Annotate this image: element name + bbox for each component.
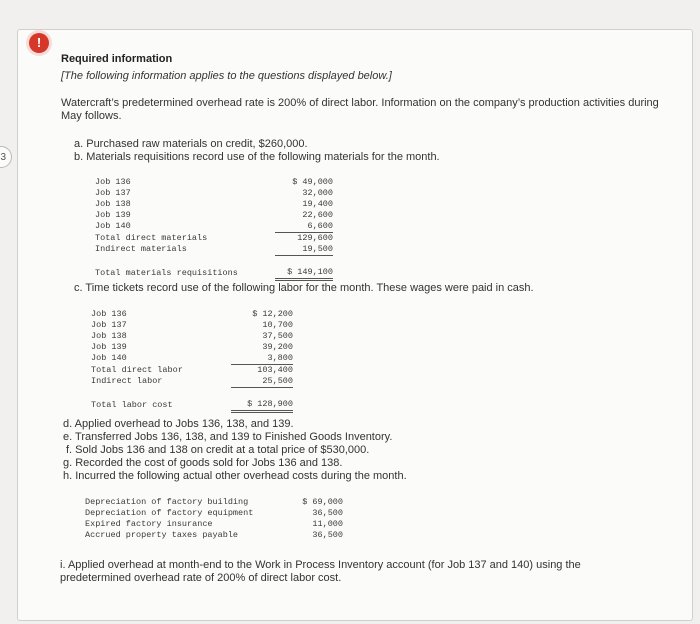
row-label: Accrued property taxes payable <box>85 530 239 540</box>
row-value: 39,200 <box>262 342 293 352</box>
row-value: 32,000 <box>302 188 333 198</box>
row-label: Total direct labor <box>91 364 183 375</box>
item-h: h. Incurred the following actual other overhead costs during the month. <box>63 470 407 482</box>
table-row <box>85 508 343 519</box>
materials-table <box>95 177 333 281</box>
row-label: Job 138 <box>91 331 127 341</box>
table-row <box>91 309 293 320</box>
table-row <box>91 331 293 342</box>
row-value: 19,400 <box>302 199 333 209</box>
item-f: f. Sold Jobs 136 and 138 on credit at a total price of $530,000. <box>66 444 370 456</box>
row-label: Indirect labor <box>91 376 163 387</box>
intro-paragraph: Watercraft’s predetermined overhead rate is 200% of direct labor. Information on the company’s production activities during May follows. <box>61 97 659 122</box>
overhead-table <box>85 497 343 541</box>
table-row <box>91 353 293 365</box>
item-c: c. Time tickets record use of the following labor for the month. These wages were paid in cash. <box>74 282 534 294</box>
table-row <box>91 365 293 377</box>
row-label: Job 139 <box>91 342 127 352</box>
item-b: b. Materials requisitions record use of the following materials for the month. <box>74 151 440 163</box>
table-row <box>85 530 343 541</box>
row-label: Expired factory insurance <box>85 519 213 529</box>
row-value: 19,500 <box>275 244 333 256</box>
row-value: 6,600 <box>275 221 333 233</box>
row-label: Job 140 <box>91 353 127 364</box>
table-row <box>91 399 293 412</box>
row-label: Job 138 <box>95 199 131 209</box>
row-label: Depreciation of factory equipment <box>85 508 254 518</box>
row-value: $ 149,100 <box>275 267 333 280</box>
item-e: e. Transferred Jobs 136, 138, and 139 to Finished Goods Inventory. <box>63 431 393 443</box>
row-value: $ 128,900 <box>231 399 293 412</box>
row-value: 36,500 <box>312 530 343 540</box>
row-value: 25,500 <box>231 376 293 388</box>
item-a: a. Purchased raw materials on credit, $260,000. <box>74 138 308 150</box>
row-value: 22,600 <box>302 210 333 220</box>
table-row <box>91 376 293 388</box>
row-label: Job 137 <box>91 320 127 330</box>
info-note: [The following information applies to the questions displayed below.] <box>61 70 392 82</box>
row-value: $ 49,000 <box>292 177 333 187</box>
table-row <box>95 199 333 210</box>
table-row <box>95 210 333 221</box>
table-row <box>91 342 293 353</box>
row-label: Indirect materials <box>95 244 187 255</box>
row-label: Job 140 <box>95 221 131 232</box>
row-label: Job 136 <box>95 177 131 187</box>
alert-icon: ! <box>29 33 49 53</box>
table-row <box>95 177 333 188</box>
item-g: g. Recorded the cost of goods sold for Jobs 136 and 138. <box>63 457 343 469</box>
row-label: Total labor cost <box>91 399 173 410</box>
row-value: 3,800 <box>231 353 293 365</box>
row-value: 37,500 <box>262 331 293 341</box>
row-value: 36,500 <box>312 508 343 518</box>
side-tab-label: 3 <box>0 152 6 163</box>
row-label: Job 136 <box>91 309 127 319</box>
item-d: d. Applied overhead to Jobs 136, 138, and 139. <box>63 418 294 430</box>
row-value: 10,700 <box>262 320 293 330</box>
table-row <box>85 497 343 508</box>
row-value: $ 69,000 <box>302 497 343 507</box>
row-label: Depreciation of factory building <box>85 497 249 507</box>
row-label: Total materials requisitions <box>95 267 238 278</box>
row-label: Job 139 <box>95 210 131 220</box>
side-tab[interactable] <box>0 146 12 168</box>
row-label: Job 137 <box>95 188 131 198</box>
labor-table <box>91 309 293 413</box>
page-title: Required information <box>61 53 173 65</box>
table-row <box>95 267 333 280</box>
table-row <box>95 233 333 245</box>
table-row <box>95 221 333 233</box>
row-value: $ 12,200 <box>252 309 293 319</box>
table-row <box>95 188 333 199</box>
item-i: i. Applied overhead at month-end to the Work in Process Inventory account (for Job 137 and 140) using the predetermined overhead rate of 200% of direct labor cost. <box>60 559 581 584</box>
row-value: 129,600 <box>297 233 333 243</box>
table-row <box>95 244 333 256</box>
table-row <box>91 320 293 331</box>
row-value: 11,000 <box>312 519 343 529</box>
row-value: 103,400 <box>257 365 293 375</box>
table-row <box>85 519 343 530</box>
row-label: Total direct materials <box>95 232 208 243</box>
